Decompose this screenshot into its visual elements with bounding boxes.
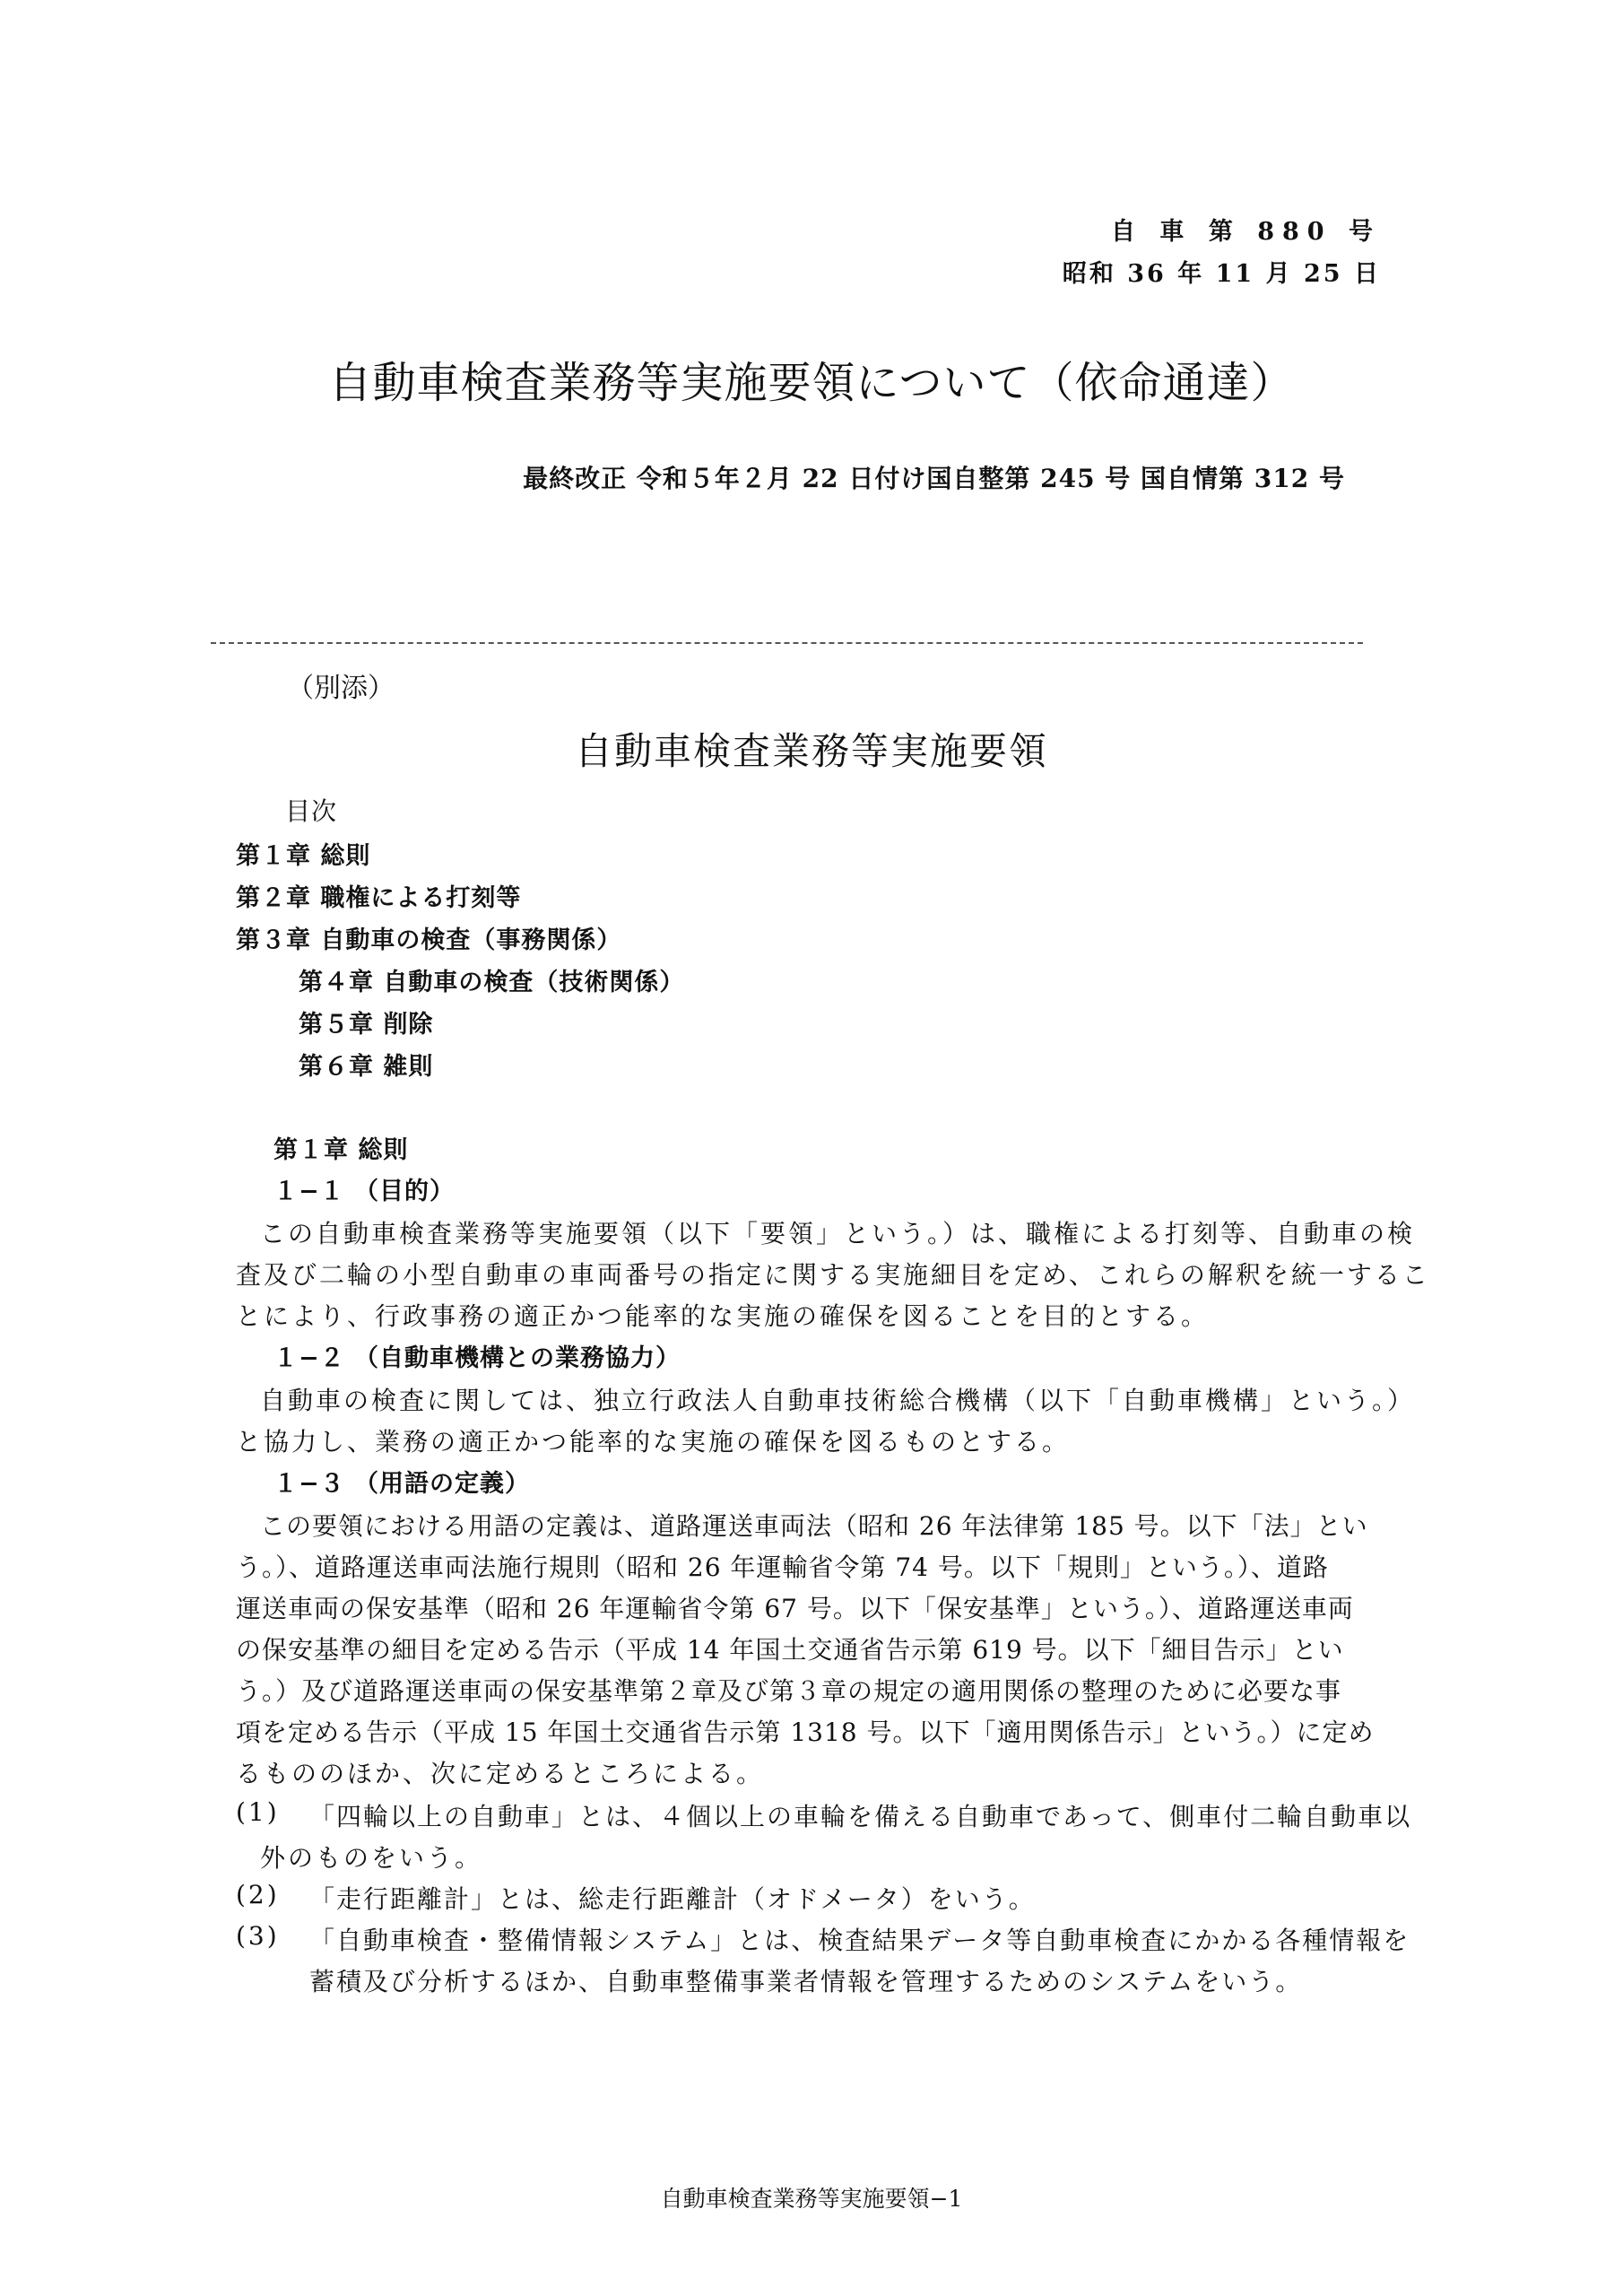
definition-number: (3) (236, 1921, 280, 1951)
body-line: う。）、道路運送車両法施行規則（昭和 26 年運輸省令第 74 号。以下「規則」という。）、道路 (236, 1552, 1329, 1582)
body-line: の保安基準の細目を定める告示（平成 14 年国土交通省告示第 619 号。以下「細目告示」とい (236, 1635, 1344, 1665)
toc-item: 第６章 雑則 (299, 1053, 434, 1081)
section-heading: １−１ （目的） (273, 1178, 456, 1205)
body-line: この要領における用語の定義は、道路運送車両法（昭和 26 年法律第 185 号。以下「法」とい (260, 1511, 1368, 1541)
document-date: 昭和 36 年 11 月 25 日 (1062, 260, 1381, 288)
page-title: 自動車検査業務等実施要領について（依命通達） (328, 358, 1295, 408)
definition-text: 外のものをいう。 (260, 1843, 483, 1873)
body-line: この自動車検査業務等実施要領（以下「要領」という。）は、職権による打刻等、自動車の検 (260, 1219, 1416, 1248)
body-line: 項を定める告示（平成 15 年国土交通省告示第 1318 号。以下「適用関係告示」という。）に定め (236, 1718, 1375, 1747)
definition-text: 蓄積及び分析するほか、自動車整備事業者情報を管理するためのシステムをいう。 (309, 1967, 1303, 1996)
definition-number: (1) (236, 1797, 280, 1827)
dashed-divider (211, 642, 1363, 644)
definition-text: 「四輪以上の自動車」とは、４個以上の車輪を備える自動車であって、側車付二輪自動車以 (309, 1802, 1412, 1831)
definition-number: (2) (236, 1880, 280, 1909)
toc-item: 第３章 自動車の検査（事務関係） (236, 926, 622, 954)
toc-item: 第１章 総則 (236, 842, 371, 870)
page-footer: 自動車検査業務等実施要領−1 (660, 2186, 963, 2212)
toc-item: 第４章 自動車の検査（技術関係） (299, 969, 685, 996)
chapter-heading: 第１章 総則 (273, 1136, 409, 1164)
toc-heading: 目次 (285, 796, 338, 826)
toc-item: 第２章 職権による打刻等 (236, 884, 522, 912)
section-heading: １−２ （自動車機構との業務協力） (273, 1344, 681, 1372)
body-line: るもののほか、次に定めるところによる。 (236, 1759, 765, 1788)
revision-note: 最終改正 令和５年２月 22 日付け国自整第 245 号 国自情第 312 号 (523, 464, 1345, 493)
toc-item: 第５章 削除 (299, 1011, 434, 1039)
definition-text: 「自動車検査・整備情報システム」とは、検査結果データ等自動車検査にかかる各種情報を (309, 1926, 1410, 1955)
body-line: う。）及び道路運送車両の保安基準第２章及び第３章の規定の適用関係の整理のために必要な事 (236, 1676, 1342, 1706)
document-title: 自動車検査業務等実施要領 (574, 729, 1048, 773)
body-line: と協力し、業務の適正かつ能率的な実施の確保を図るものとする。 (236, 1427, 1071, 1457)
attachment-label: （別添） (287, 673, 395, 704)
definition-text: 「走行距離計」とは、総走行距離計（オドメータ）をいう。 (309, 1884, 1036, 1914)
body-line: 自動車の検査に関しては、独立行政法人自動車技術総合機構（以下「自動車機構」という。） (260, 1386, 1416, 1415)
body-line: 査及び二輪の小型自動車の車両番号の指定に関する実施細目を定め、これらの解釈を統一するこ (236, 1260, 1430, 1290)
section-heading: １−３ （用語の定義） (273, 1470, 531, 1498)
body-line: 運送車両の保安基準（昭和 26 年運輸省令第 67 号。以下「保安基準」という。）、道路運送車両 (236, 1594, 1354, 1623)
body-line: とにより、行政事務の適正かつ能率的な実施の確保を図ることを目的とする。 (236, 1301, 1210, 1331)
document-number: 自 車 第 880 号 (1111, 218, 1381, 246)
